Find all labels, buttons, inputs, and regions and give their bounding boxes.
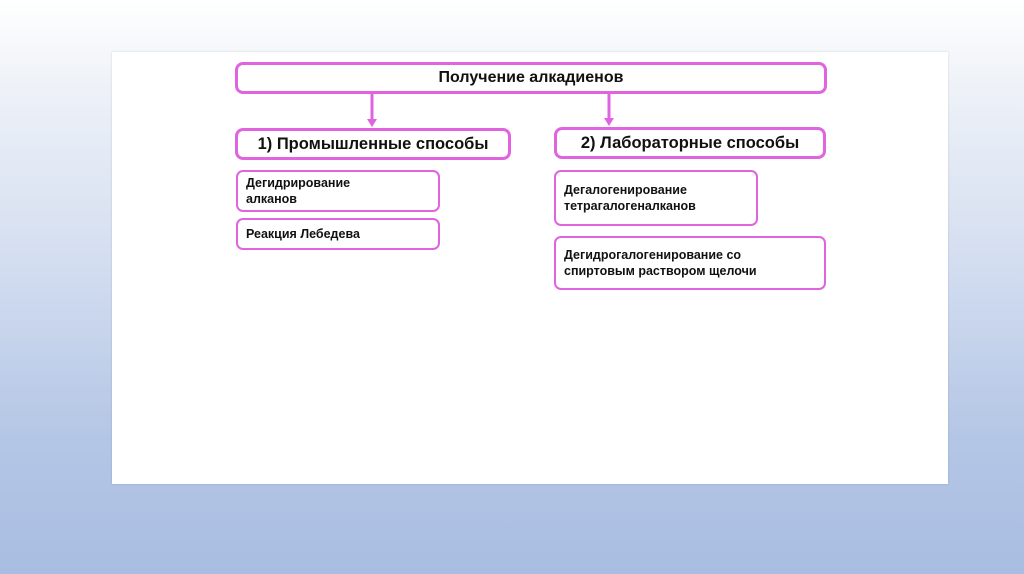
method-lebedev-label: Реакция Лебедева: [246, 227, 360, 241]
method-dehydrohalogenation-label: Дегидрогалогенирование со спиртовым раствором щелочи: [564, 248, 757, 278]
arrow-to-industrial: [367, 94, 377, 128]
category-laboratory-label: 2) Лабораторные способы: [580, 133, 800, 152]
category-industrial-label: 1) Промышленные способы: [257, 134, 489, 153]
slide-canvas: [112, 52, 948, 484]
category-industrial-box: [235, 128, 511, 160]
method-dehydrogenation-label: Дегидрирование алканов: [246, 176, 351, 206]
diagram-title-box: [235, 62, 827, 94]
method-lebedev-box: [236, 218, 440, 250]
category-laboratory-box: [554, 127, 826, 159]
method-dehydrohalogenation-box: [554, 236, 826, 290]
method-dehalogenation-box: [554, 170, 758, 226]
diagram-title: Получение алкадиенов: [438, 69, 624, 86]
method-dehalogenation-label: Дегалогенирование тетрагалогеналканов: [564, 183, 696, 213]
arrow-to-laboratory: [604, 94, 614, 127]
method-dehydrogenation-box: [236, 170, 440, 212]
